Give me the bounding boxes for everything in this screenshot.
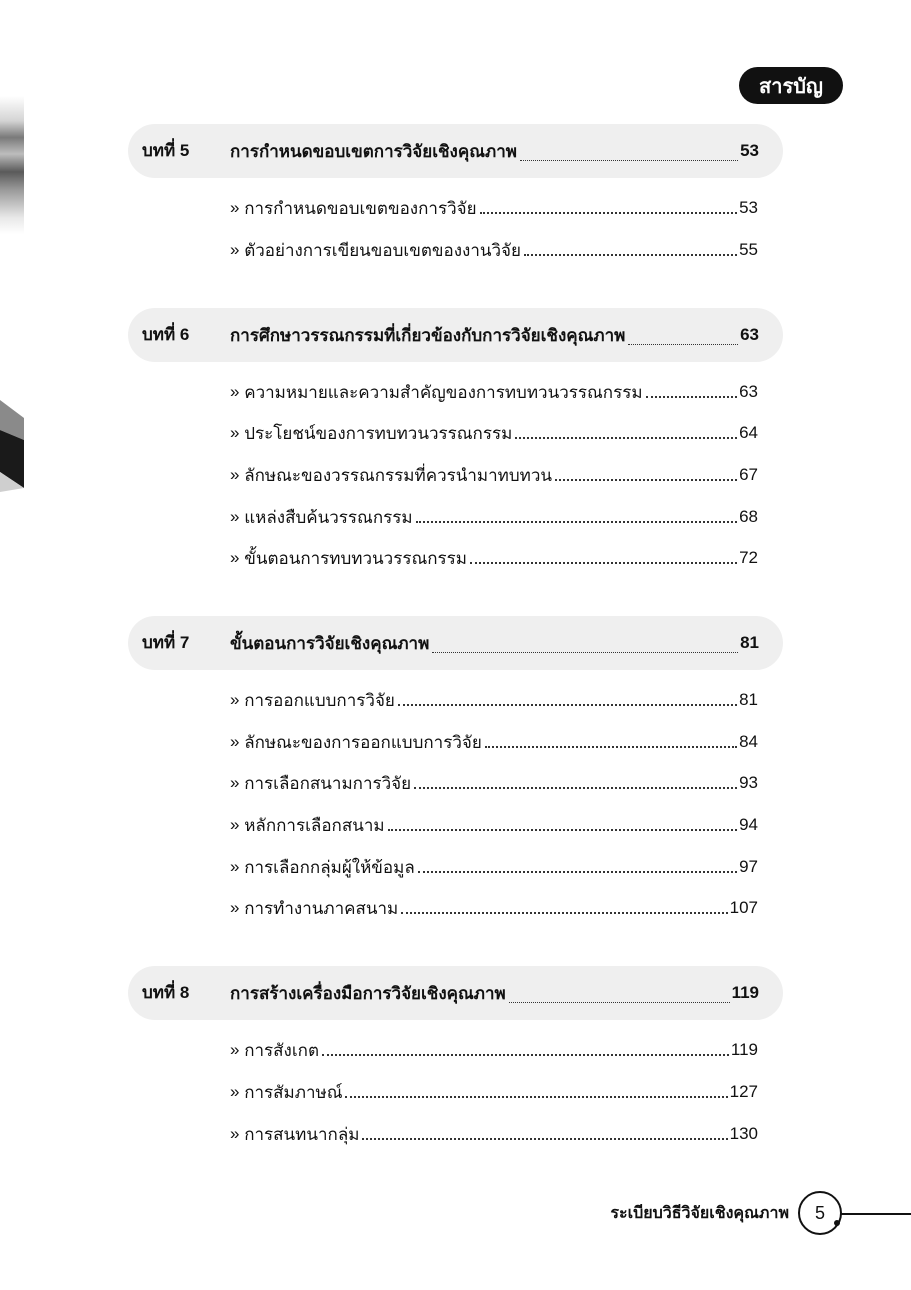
dot-leader bbox=[322, 1054, 729, 1056]
bullet-marker: » bbox=[230, 1082, 240, 1101]
toc-entry[interactable] bbox=[230, 1077, 758, 1107]
bullet-marker: » bbox=[230, 465, 240, 484]
chapter-title-row bbox=[230, 616, 759, 670]
toc-entry[interactable] bbox=[230, 418, 758, 448]
entry-title: การสัมภาษณ์ bbox=[244, 1082, 343, 1102]
toc-entry[interactable] bbox=[230, 377, 758, 407]
entry-title: ขั้นตอนการทบทวนวรรณกรรม bbox=[244, 548, 467, 568]
dot-leader bbox=[362, 1138, 727, 1140]
entry-title: ประโยชน์ของการทบทวนวรรณกรรม bbox=[244, 423, 513, 443]
chapter-page: 81 bbox=[740, 633, 759, 652]
toc-entry[interactable] bbox=[230, 235, 758, 265]
footer-book-title: ระเบียบวิธีวิจัยเชิงคุณภาพ bbox=[610, 1205, 789, 1222]
entry-title: การเลือกกลุ่มผู้ให้ข้อมูล bbox=[244, 857, 415, 877]
bullet-marker: » bbox=[230, 773, 240, 792]
entry-page: 93 bbox=[739, 773, 758, 792]
entry-title: แหล่งสืบค้นวรรณกรรม bbox=[244, 507, 413, 527]
dot-leader bbox=[388, 829, 738, 831]
bullet-marker: » bbox=[230, 732, 240, 751]
toc-entry[interactable] bbox=[230, 768, 758, 798]
chapter-page: 119 bbox=[731, 983, 759, 1002]
decorative-cube-bottom bbox=[0, 400, 24, 492]
chapter-title-row bbox=[230, 308, 759, 362]
chapter-heading-5[interactable] bbox=[128, 124, 783, 178]
entry-page: 81 bbox=[739, 690, 758, 709]
entry-title: ตัวอย่างการเขียนขอบเขตของงานวิจัย bbox=[244, 240, 521, 260]
dot-leader bbox=[345, 1096, 727, 1098]
chapter-title: ขั้นตอนการวิจัยเชิงคุณภาพ bbox=[230, 633, 430, 653]
dot-leader bbox=[628, 344, 738, 345]
chapter-title-row bbox=[230, 966, 759, 1020]
bullet-marker: » bbox=[230, 815, 240, 834]
entry-page: 84 bbox=[739, 732, 758, 751]
chapter-title: การกำหนดขอบเขตการวิจัยเชิงคุณภาพ bbox=[230, 141, 517, 161]
entry-page: 107 bbox=[729, 898, 758, 917]
entry-page: 53 bbox=[739, 198, 758, 217]
toc-entry[interactable] bbox=[230, 193, 758, 223]
toc-entry[interactable] bbox=[230, 1119, 758, 1149]
bullet-marker: » bbox=[230, 857, 240, 876]
entry-page: 68 bbox=[739, 507, 758, 526]
dot-leader bbox=[414, 787, 737, 789]
footer-rule bbox=[838, 1213, 911, 1215]
entry-page: 130 bbox=[729, 1124, 758, 1143]
toc-entry[interactable] bbox=[230, 685, 758, 715]
dot-leader bbox=[432, 652, 738, 653]
chapter-number: บทที่ 5 bbox=[142, 141, 190, 160]
entry-title: การออกแบบการวิจัย bbox=[244, 690, 395, 710]
chapter-heading-6[interactable] bbox=[128, 308, 783, 362]
chapter-title: การสร้างเครื่องมือการวิจัยเชิงคุณภาพ bbox=[230, 983, 506, 1003]
entry-title: การกำหนดขอบเขตของการวิจัย bbox=[244, 198, 477, 218]
bullet-marker: » bbox=[230, 898, 240, 917]
bullet-marker: » bbox=[230, 423, 240, 442]
entry-title: ความหมายและความสำคัญของการทบทวนวรรณกรรม bbox=[244, 382, 643, 402]
page-number: 5 bbox=[798, 1191, 842, 1235]
entry-page: 119 bbox=[730, 1040, 758, 1059]
chapter-page: 53 bbox=[740, 141, 759, 160]
chapter-heading-8[interactable] bbox=[128, 966, 783, 1020]
dot-leader bbox=[515, 437, 737, 439]
entry-page: 97 bbox=[739, 857, 758, 876]
entry-title: ลักษณะของการออกแบบการวิจัย bbox=[244, 732, 482, 752]
toc-entry[interactable] bbox=[230, 543, 758, 573]
chapter-title-row bbox=[230, 124, 759, 178]
toc-entry[interactable] bbox=[230, 460, 758, 490]
dot-leader bbox=[555, 479, 737, 481]
chapter-heading-7[interactable] bbox=[128, 616, 783, 670]
entry-page: 64 bbox=[739, 423, 758, 442]
toc-entry[interactable] bbox=[230, 893, 758, 923]
bullet-marker: » bbox=[230, 1040, 240, 1059]
entry-title: การทำงานภาคสนาม bbox=[244, 898, 399, 918]
chapter-number: บทที่ 8 bbox=[142, 983, 190, 1002]
chapter-title: การศึกษาวรรณกรรมที่เกี่ยวข้องกับการวิจัยเชิงคุณภาพ bbox=[230, 325, 626, 345]
entry-title: หลักการเลือกสนาม bbox=[244, 815, 385, 835]
entry-title: การสังเกต bbox=[244, 1040, 319, 1060]
bullet-marker: » bbox=[230, 240, 240, 259]
bullet-marker: » bbox=[230, 507, 240, 526]
entry-page: 63 bbox=[739, 382, 758, 401]
dot-leader bbox=[470, 562, 737, 564]
bullet-marker: » bbox=[230, 1124, 240, 1143]
chapter-page: 63 bbox=[740, 325, 759, 344]
toc-entry[interactable] bbox=[230, 810, 758, 840]
toc-entry[interactable] bbox=[230, 502, 758, 532]
page-number-dot bbox=[834, 1220, 840, 1226]
entry-title: ลักษณะของวรรณกรรมที่ควรนำมาทบทวน bbox=[244, 465, 553, 485]
dot-leader bbox=[485, 746, 737, 748]
dot-leader bbox=[646, 396, 738, 398]
bullet-marker: » bbox=[230, 198, 240, 217]
entry-title: การเลือกสนามการวิจัย bbox=[244, 773, 412, 793]
dot-leader bbox=[401, 912, 727, 914]
bullet-marker: » bbox=[230, 548, 240, 567]
entry-page: 72 bbox=[739, 548, 758, 567]
toc-entry[interactable] bbox=[230, 1035, 758, 1065]
toc-entry[interactable] bbox=[230, 727, 758, 757]
chapter-number: บทที่ 6 bbox=[142, 325, 190, 344]
toc-entry[interactable] bbox=[230, 852, 758, 882]
entry-page: 55 bbox=[739, 240, 758, 259]
dot-leader bbox=[398, 704, 737, 706]
chapter-number: บทที่ 7 bbox=[142, 633, 190, 652]
bullet-marker: » bbox=[230, 382, 240, 401]
entry-page: 127 bbox=[729, 1082, 758, 1101]
dot-leader bbox=[509, 1002, 730, 1003]
dot-leader bbox=[520, 160, 738, 161]
dot-leader bbox=[418, 871, 737, 873]
page-title: สารบัญ bbox=[739, 67, 843, 104]
decorative-cube-top bbox=[0, 96, 24, 234]
dot-leader bbox=[416, 521, 737, 523]
entry-page: 94 bbox=[739, 815, 758, 834]
entry-page: 67 bbox=[739, 465, 758, 484]
dot-leader bbox=[524, 254, 737, 256]
dot-leader bbox=[480, 212, 738, 214]
entry-title: การสนทนากลุ่ม bbox=[244, 1124, 360, 1144]
bullet-marker: » bbox=[230, 690, 240, 709]
